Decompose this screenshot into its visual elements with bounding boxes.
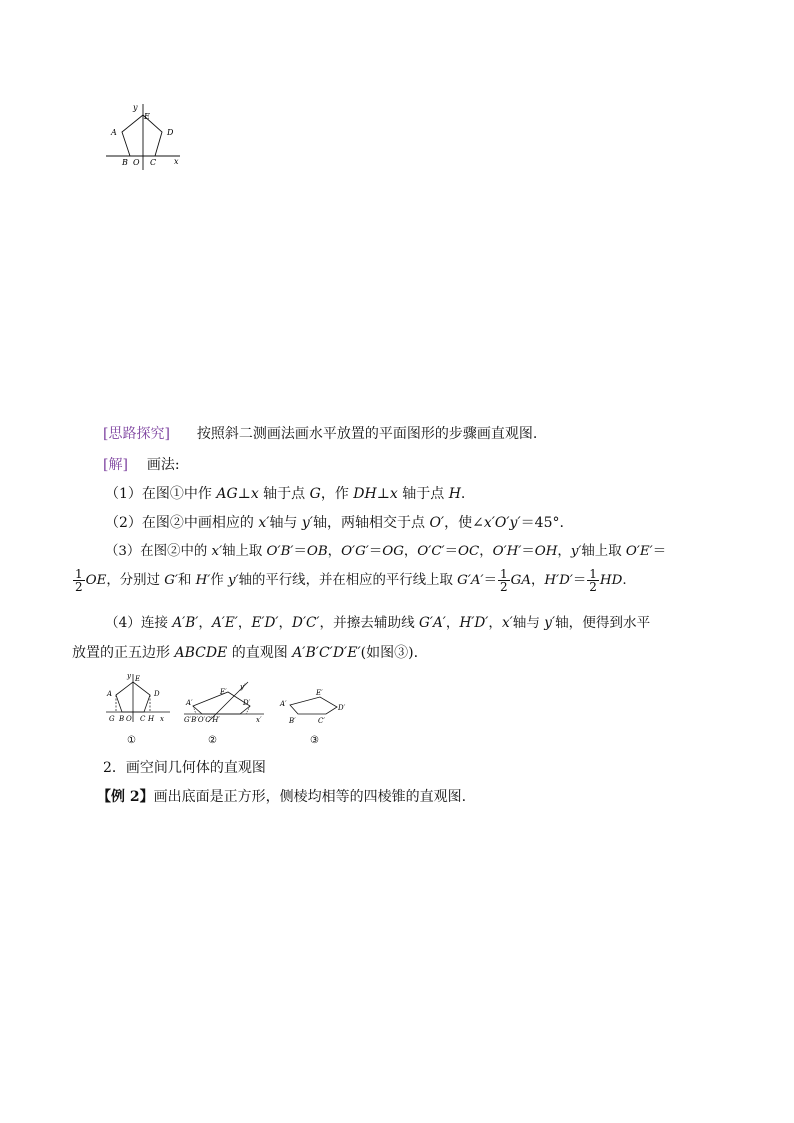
t: G′ <box>164 573 178 588</box>
label-A: A <box>111 128 117 137</box>
t: ， <box>327 544 342 559</box>
t: x′ <box>258 515 270 531</box>
t: 轴与 <box>269 515 302 531</box>
t: A′E′ <box>211 615 238 631</box>
step-3 <box>105 543 666 561</box>
solution-head: 画法: <box>146 457 180 473</box>
f3-pentagon <box>290 697 337 714</box>
t: ＝ <box>483 573 497 588</box>
t: ， <box>445 615 460 631</box>
t: O′G′ <box>341 544 369 559</box>
t: ， <box>531 573 545 588</box>
t: H′ <box>195 573 211 588</box>
t: ，并擦去辅助线 <box>319 615 420 631</box>
t: H′D′ <box>459 615 489 631</box>
t: OC <box>458 544 480 559</box>
frac-num: 1 <box>589 567 597 581</box>
t: ＝ <box>652 544 667 559</box>
frac-den: 2 <box>499 580 508 594</box>
figure-2 <box>184 682 264 746</box>
t: 轴上取 <box>222 544 267 559</box>
t: G′A′ <box>457 573 484 588</box>
f3-C: C′ <box>318 717 325 725</box>
t: ， <box>198 615 212 631</box>
explore-body: 按照斜二测画法画水平放置的平面图形的步骤画直观图. <box>196 426 538 442</box>
f1-y: y <box>127 672 131 680</box>
t: 作 <box>210 573 229 588</box>
t: （1）在图①中作 <box>105 486 217 502</box>
t: （2）在图②中画相应的 <box>105 515 259 531</box>
t: x <box>389 486 398 502</box>
figure-1 <box>106 672 170 746</box>
t: ， <box>403 544 418 559</box>
t: E′D′ <box>251 615 279 631</box>
caption-2: ② <box>208 735 217 746</box>
f2-y: y′ <box>240 683 246 691</box>
t: O′C′ <box>417 544 445 559</box>
solution-tag: [解] <box>103 457 128 473</box>
fraction-half <box>587 568 599 593</box>
t: O′B′ <box>266 544 294 559</box>
f3-A: A′ <box>280 700 287 708</box>
t: A′B′C′D′E′ <box>292 645 361 661</box>
t: A′B′ <box>172 615 199 631</box>
t: G′A′ <box>419 615 446 631</box>
t: ，分别过 <box>106 573 165 588</box>
t: ， <box>557 544 571 559</box>
caption-3: ③ <box>310 735 319 746</box>
t: ＝45°. <box>520 515 564 531</box>
t: 的直观图 <box>227 645 293 661</box>
figure-row <box>100 670 370 750</box>
label-B: B <box>122 158 128 167</box>
f1-D: D <box>154 690 160 698</box>
step-1 <box>105 485 465 503</box>
solution-head-line <box>103 456 180 474</box>
t: HD <box>599 573 623 588</box>
t: ＝ <box>293 544 307 559</box>
t: x′O′y′ <box>483 515 521 531</box>
step-4-cont <box>72 644 418 662</box>
t: 轴于点 <box>258 486 310 502</box>
figure-pentagon-axes <box>100 98 190 173</box>
t: ＝ <box>521 544 535 559</box>
t: （4）连接 <box>105 615 173 631</box>
t: x′ <box>211 544 223 559</box>
frac-den: 2 <box>75 580 83 594</box>
t: G <box>309 486 321 502</box>
t: D′C′ <box>292 615 320 631</box>
t: . <box>622 573 627 588</box>
label-C: C <box>150 158 157 167</box>
t: 轴于点 <box>397 486 449 502</box>
pentagon <box>122 115 162 156</box>
f3-E: E′ <box>316 689 323 697</box>
step-4 <box>105 614 650 632</box>
t: x′ <box>502 615 513 631</box>
t: O′H′ <box>492 544 522 559</box>
t: ⊥ <box>237 486 251 502</box>
label-D: D <box>167 128 174 137</box>
frac-num: 1 <box>75 567 83 581</box>
f1-B: B <box>119 715 125 723</box>
frac-num: 1 <box>499 567 508 581</box>
t: . <box>460 486 466 502</box>
t: 轴的平行线，并在相应的平行线上取 <box>238 573 458 588</box>
t: ABCDE <box>174 645 228 661</box>
step-2 <box>105 514 564 532</box>
f2-A: A′ <box>186 699 193 707</box>
t: ＝ <box>572 573 587 588</box>
f2-x: x′ <box>256 716 262 724</box>
t: ， <box>278 615 293 631</box>
t: OE <box>85 573 107 588</box>
t: 放置的正五边形 <box>72 645 175 661</box>
t: y′ <box>570 544 582 559</box>
t: y′ <box>544 615 556 631</box>
t: 轴，便得到水平 <box>555 615 651 631</box>
frac-den: 2 <box>589 580 597 594</box>
t: ＝ <box>368 544 383 559</box>
t: ，作 <box>320 486 354 502</box>
f1-C: C <box>140 715 146 723</box>
f1-G: G <box>109 715 115 723</box>
label-x: x <box>174 157 179 166</box>
section-2-text: 2．画空间几何体的直观图 <box>103 760 266 776</box>
f1-A: A <box>107 690 113 698</box>
f2-D: D′ <box>243 699 251 707</box>
f2-bottom: G′B′O′C′H′ <box>184 716 220 724</box>
t: ， <box>479 544 493 559</box>
f1-O: O <box>126 715 132 723</box>
example-tag: 【例 2】 <box>97 789 154 805</box>
t: （3）在图②中的 <box>105 544 212 559</box>
explore-line <box>103 425 537 443</box>
figure-3 <box>279 689 346 746</box>
f3-D: D′ <box>338 704 346 712</box>
example-2 <box>97 788 466 806</box>
t: (如图③). <box>360 645 419 661</box>
f1-H: H <box>148 715 155 723</box>
t: OG <box>382 544 404 559</box>
section-2-heading <box>103 759 266 777</box>
t: H <box>448 486 461 502</box>
t: ， <box>488 615 502 631</box>
t: x <box>250 486 259 502</box>
t: ，使∠ <box>444 515 484 531</box>
t: O′ <box>429 515 445 531</box>
t: ＝ <box>444 544 458 559</box>
t: 轴，两轴相交于点 <box>312 515 430 531</box>
t: y′ <box>301 515 313 531</box>
t: 轴与 <box>512 615 545 631</box>
fraction-half <box>73 568 85 593</box>
t: DH <box>353 486 377 502</box>
t: OB <box>306 544 328 559</box>
t: H′D′ <box>544 573 573 588</box>
caption-1: ① <box>127 735 136 746</box>
f1-x: x <box>160 715 164 723</box>
example-body: 画出底面是正方形，侧棱均相等的四棱锥的直观图. <box>153 789 467 805</box>
explore-tag: [思路探究] <box>103 426 170 442</box>
fraction-half <box>498 568 510 593</box>
t: 轴上取 <box>581 544 626 559</box>
t: OH <box>534 544 558 559</box>
t: 和 <box>177 573 196 588</box>
t: ⊥ <box>376 486 390 502</box>
label-E: E <box>144 112 150 121</box>
f2-E: E′ <box>220 688 227 696</box>
label-O: O <box>133 158 140 167</box>
t: AG <box>216 486 238 502</box>
f3-B: B′ <box>289 717 296 725</box>
t: O′E′ <box>625 544 653 559</box>
step-3-cont <box>72 567 627 595</box>
f1-E: E <box>135 675 141 683</box>
label-y: y <box>133 103 138 112</box>
t: ， <box>237 615 252 631</box>
t: y′ <box>228 573 239 588</box>
t: GA <box>510 573 531 588</box>
